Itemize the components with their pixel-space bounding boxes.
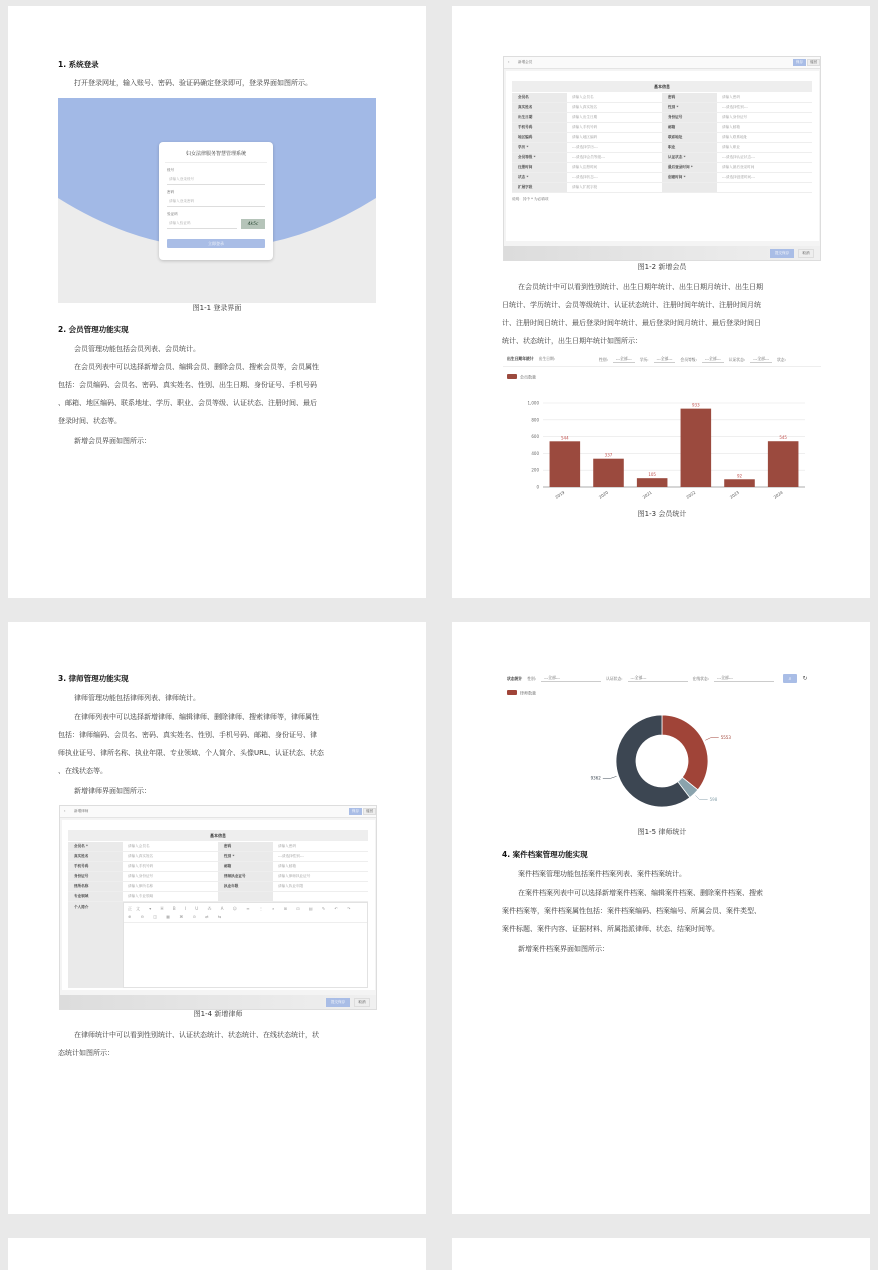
figure-caption: 图1-2 新增会员 — [637, 263, 687, 271]
field-input[interactable]: 请输入注册时间 — [572, 165, 598, 169]
gender-select[interactable]: ---全部--- — [613, 356, 635, 363]
form-row — [512, 113, 812, 123]
cancel-button[interactable]: 取消 — [798, 249, 814, 258]
y-tick-label: 600 — [531, 434, 539, 440]
chart-filter-sub: 出生日期: — [538, 356, 556, 361]
auth-select[interactable]: ---全部--- — [628, 675, 688, 682]
filter-label: 会员等级: — [680, 356, 697, 362]
field-input[interactable]: 请输入真实姓名 — [572, 105, 598, 109]
x-tick-label: 2024 — [772, 489, 784, 500]
search-button[interactable] — [783, 674, 797, 683]
field-label: 性别 * — [662, 103, 717, 112]
field-input[interactable]: ---请选择创建时间--- — [722, 175, 755, 179]
field-label: 身份证号 — [662, 113, 717, 122]
field-input[interactable]: 请输入会员名 — [128, 844, 150, 848]
filter-label: 学历: — [639, 356, 649, 362]
field-label: 邮箱 — [218, 862, 273, 871]
field-input[interactable]: 请输入专业领域 — [128, 894, 154, 898]
bar — [724, 479, 755, 487]
add-lawyer-screenshot — [59, 805, 377, 1010]
captcha-image[interactable]: 4k5c — [241, 219, 265, 229]
bar-chart — [503, 368, 821, 504]
document-page-2 — [452, 6, 870, 598]
chart-filters — [599, 356, 786, 363]
login-screenshot — [58, 98, 376, 303]
form-row — [68, 872, 368, 882]
document-page-1 — [8, 6, 426, 598]
form-row — [512, 143, 812, 153]
field-label: 会员名 — [512, 93, 567, 102]
field-input[interactable]: 请输入密码 — [278, 844, 296, 848]
donut-chart — [503, 686, 821, 826]
figure-caption: 图1-4 新增律师 — [193, 1010, 243, 1018]
username-label: 账号 — [167, 168, 175, 172]
field-label: 真实姓名 — [512, 103, 567, 112]
captcha-label: 验证码 — [167, 212, 178, 216]
paragraph-line: 案件标题、案件内容、证据材料、所属指派律师、状态、结案时间等。 — [502, 925, 719, 933]
field-input[interactable]: ---请选择会员等级--- — [572, 155, 605, 159]
slice-label: 5553 — [720, 735, 731, 741]
paragraph-line: 、在线状态等。 — [58, 767, 107, 775]
auth-select[interactable]: ---全部--- — [750, 356, 772, 363]
cancel-button[interactable]: 取消 — [354, 998, 370, 1007]
bar — [681, 409, 712, 487]
field-input[interactable]: 请输入地区编码 — [572, 135, 598, 139]
label-leader — [705, 738, 718, 741]
data-label: 92 — [736, 473, 743, 479]
form-row — [512, 163, 812, 173]
username-input[interactable]: 请输入登录账号 — [167, 175, 265, 185]
screen-title: 新增律师 — [74, 809, 89, 813]
chart-filter-title: 出生日期年统计 — [507, 356, 534, 361]
back-icon[interactable]: ‹ — [64, 809, 66, 813]
form-note: 说明：其中 * 为必填项 — [512, 197, 549, 201]
paragraph-line: 在会员统计中可以看到性别统计、出生日期年统计、出生日期月统计、出生日期 — [518, 283, 763, 291]
paragraph: 新增案件档案界面如图所示： — [518, 945, 609, 953]
legend-swatch — [507, 374, 517, 379]
data-label: 105 — [648, 472, 656, 478]
form-row — [512, 103, 812, 113]
filter-label: 性别: — [527, 675, 537, 681]
data-label: 933 — [692, 402, 700, 408]
field-input[interactable]: ---请选择学历--- — [572, 145, 598, 149]
form-row — [68, 892, 368, 902]
field-input[interactable]: 请输入联系地址 — [722, 135, 748, 139]
bio-label: 个人简介 — [68, 902, 123, 988]
password-input[interactable]: 请输入登录密码 — [167, 197, 265, 207]
x-tick-label: 2021 — [641, 489, 653, 500]
lawyer-form — [68, 842, 368, 902]
member-stats-screenshot — [503, 354, 821, 504]
x-tick-label: 2019 — [554, 489, 566, 500]
document-page-6 — [452, 1238, 870, 1270]
figure-caption: 图1-5 律师统计 — [637, 828, 687, 836]
field-label: 执业年限 — [218, 882, 273, 891]
field-input[interactable]: 请输入邮箱 — [722, 125, 740, 129]
document-page-4 — [452, 622, 870, 1214]
bar — [768, 441, 799, 487]
bio-editor — [68, 902, 368, 988]
field-input[interactable]: 请输入最后登录时间 — [722, 165, 755, 169]
paragraph-line: 包括：会员编码、会员名、密码、真实姓名、性别、出生日期、身份证号、手机号码 — [58, 381, 317, 389]
submit-save-button[interactable]: 提交保存 — [770, 249, 794, 258]
field-label: 专业领域 — [68, 892, 123, 901]
paragraph: 律师管理功能包括律师列表、律师统计。 — [74, 694, 200, 702]
field-label: 身份证号 — [68, 872, 123, 881]
field-label: 创建时间 * — [662, 173, 717, 182]
field-label: 手机号码 — [512, 123, 567, 132]
field-input[interactable]: 请输入真实姓名 — [128, 854, 154, 858]
pie-filter-title: 状态统计 — [507, 675, 523, 681]
filter-label: 认证状态: — [728, 356, 746, 362]
form-row — [512, 153, 812, 163]
field-label: 密码 — [662, 93, 717, 102]
form-row — [68, 862, 368, 872]
search-icon: ⌕ — [788, 675, 792, 682]
back-icon[interactable]: ‹ — [508, 60, 510, 64]
bar — [637, 478, 668, 487]
screen-title: 新增会员 — [518, 60, 533, 64]
field-label: 律师执业证号 — [218, 872, 273, 881]
field-input[interactable]: 请输入手机号码 — [572, 125, 598, 129]
pie-filter-bar — [507, 675, 774, 682]
field-label: 性别 * — [218, 852, 273, 861]
paragraph-line: 师执业证号、律所名称、执业年限、专业领域、个人简介、头像URL、认证状态、状态 — [58, 749, 324, 757]
field-label: 职业 — [662, 143, 717, 152]
field-input[interactable]: 请输入律师执业证号 — [278, 874, 311, 878]
field-input[interactable]: 请输入密码 — [722, 95, 740, 99]
slice-label: 598 — [709, 797, 718, 803]
donut-slice — [662, 715, 708, 790]
field-input[interactable]: 请输入扩展字段 — [572, 185, 598, 189]
refresh-icon: ↻ — [802, 675, 808, 682]
field-label: 密码 — [218, 842, 273, 851]
paragraph-line: 统计、状态统计，出生日期年统计如图所示： — [502, 337, 642, 345]
filter-label: 在线状态: — [692, 675, 709, 681]
paragraph-line: 在律师统计中可以看到性别统计、认证状态统计、状态统计、在线状态统计，状 — [74, 1031, 319, 1039]
login-title: 妇女法律服务智慧管理系统 — [185, 151, 246, 157]
section-heading: 2. 会员管理功能实现 — [58, 325, 129, 334]
label-leader — [695, 795, 707, 799]
section-heading: 3. 律师管理功能实现 — [58, 674, 129, 683]
form-row — [68, 852, 368, 862]
field-input[interactable]: 请输入手机号码 — [128, 864, 154, 868]
legend-label: 会员数量 — [520, 374, 536, 380]
field-label: 会员名 * — [68, 842, 123, 851]
figure-caption: 图1-1 登录界面 — [192, 304, 242, 312]
legend-label: 律师数量 — [520, 690, 536, 696]
field-label: 扩展字段 — [512, 183, 567, 192]
field-label: 学历 * — [512, 143, 567, 152]
field-input[interactable]: 请输入职业 — [722, 145, 740, 149]
form-row — [68, 882, 368, 892]
paragraph-line: 计、注册时间日统计、最后登录时间年统计、最后登录时间月统计、最后登录时间日 — [502, 319, 761, 327]
rich-text-editor[interactable] — [123, 902, 368, 988]
paragraph: 案件档案管理功能包括案件档案列表、案件档案统计。 — [518, 870, 686, 878]
filter-label: 性别: — [599, 356, 608, 362]
data-label: 544 — [561, 435, 569, 441]
field-label: 注册时间 — [512, 163, 567, 172]
field-label — [218, 892, 273, 901]
return-button[interactable]: 返回 — [807, 59, 820, 66]
editor-toolbar[interactable]: 正文 ▾ H B I U ⁂ A ☺ ≡ ⋮ ⌕ ⊞ ⊡ ▤ ✎ ↶ ↷ ⊕ ⊖ ◫ ▦ ⌘ ⊙ ⇄ ⇆ — [124, 903, 367, 923]
y-tick-label: 0 — [536, 484, 539, 490]
field-label: 出生日期 — [512, 113, 567, 122]
paragraph: 打开登录网址，输入账号、密码、验证码确定登录即可，登录界面如图所示。 — [74, 79, 312, 87]
x-tick-label: 2020 — [597, 489, 610, 500]
document-page-5 — [8, 1238, 426, 1270]
legend-swatch — [507, 690, 517, 695]
form-title: 基本信息 — [512, 81, 812, 92]
form-row — [512, 123, 812, 133]
login-submit-button[interactable]: 立即登录 — [167, 239, 265, 248]
paragraph: 新增律师界面如图所示： — [74, 787, 151, 795]
filter-label: 状态: — [777, 356, 786, 362]
field-input[interactable]: ---请选择认证状态--- — [722, 155, 755, 159]
add-member-screenshot — [503, 56, 821, 261]
field-input[interactable]: ---请选择性别--- — [278, 854, 304, 858]
form-title: 基本信息 — [68, 830, 368, 841]
field-label: 会员等级 * — [512, 153, 567, 162]
section-heading: 4. 案件档案管理功能实现 — [502, 850, 588, 859]
refresh-button[interactable] — [800, 674, 810, 683]
document-page-3 — [8, 622, 426, 1214]
paragraph-line: 包括：律师编码、会员名、密码、真实姓名、性别、手机号码、邮箱、身份证号、律 — [58, 731, 317, 739]
field-input[interactable]: ---请选择性别--- — [722, 105, 748, 109]
chart-filter-bar — [507, 356, 555, 362]
field-input[interactable]: 请输入身份证号 — [128, 874, 154, 878]
login-card — [159, 142, 273, 260]
field-label: 手机号码 — [68, 862, 123, 871]
gender-select[interactable]: ---全部--- — [541, 675, 601, 682]
form-row — [512, 173, 812, 183]
paragraph-line: 案件档案等，案件档案属性包括：案件档案编码、档案编号、所属会员、案件类型、 — [502, 907, 761, 915]
field-label: 最后登录时间 * — [662, 163, 717, 172]
bar — [550, 441, 581, 487]
field-label: 律所名称 — [68, 882, 123, 891]
field-input[interactable]: 请输入身份证号 — [722, 115, 748, 119]
education-select[interactable]: ---全部--- — [654, 356, 676, 363]
level-select[interactable]: ---全部--- — [702, 356, 724, 363]
slice-label: 9362 — [590, 775, 601, 781]
paragraph-line: 登录时间、状态等。 — [58, 417, 121, 425]
y-tick-label: 800 — [531, 417, 539, 423]
paragraph-line: 态统计如图所示： — [58, 1049, 114, 1057]
save-button[interactable]: 保存 — [793, 59, 806, 66]
field-label — [662, 183, 717, 192]
data-label: 337 — [604, 452, 613, 458]
x-tick-label: 2023 — [728, 489, 741, 500]
member-form — [512, 93, 812, 193]
form-row — [68, 842, 368, 852]
paragraph-line: 日统计、学历统计、会员等级统计、认证状态统计、注册时间年统计、注册时间月统 — [502, 301, 761, 309]
field-label: 邮箱 — [662, 123, 717, 132]
bar — [593, 459, 624, 487]
figure-caption: 图1-3 会员统计 — [637, 510, 687, 518]
field-label: 状态 * — [512, 173, 567, 182]
form-row — [512, 133, 812, 143]
field-input[interactable]: 请输入执业年限 — [278, 884, 304, 888]
y-tick-label: 1,000 — [527, 400, 539, 406]
return-button[interactable]: 返回 — [363, 808, 376, 815]
lawyer-stats-screenshot — [503, 672, 821, 827]
paragraph: 新增会员界面如图所示： — [74, 437, 151, 445]
paragraph-line: 在案件档案列表中可以选择新增案件档案、编辑案件档案、删除案件档案、搜索 — [518, 889, 763, 897]
data-label: 545 — [779, 435, 787, 441]
paragraph-line: 在律师列表中可以选择新增律师、编辑律师、删除律师、搜索律师等，律师属性 — [74, 713, 319, 721]
field-input[interactable]: 请输入出生日期 — [572, 115, 598, 119]
x-tick-label: 2022 — [685, 489, 697, 500]
password-label: 密码 — [167, 190, 175, 194]
form-row — [512, 93, 812, 103]
field-label: 真实姓名 — [68, 852, 123, 861]
field-label: 地区编码 — [512, 133, 567, 142]
field-label: 认证状态 * — [662, 153, 717, 162]
label-leader — [603, 776, 617, 778]
submit-save-button[interactable]: 提交保存 — [326, 998, 350, 1007]
field-input[interactable]: 请输入会员名 — [572, 95, 594, 99]
y-tick-label: 200 — [531, 467, 539, 473]
field-input[interactable]: 请输入律所名称 — [128, 884, 154, 888]
paragraph-line: 在会员列表中可以选择新增会员、编辑会员、删除会员、搜索会员等，会员属性 — [74, 363, 319, 371]
paragraph: 会员管理功能包括会员列表、会员统计。 — [74, 345, 200, 353]
y-tick-label: 400 — [531, 450, 539, 456]
section-heading: 1. 系统登录 — [58, 60, 99, 69]
filter-label: 认证状态: — [606, 675, 623, 681]
save-button[interactable]: 保存 — [349, 808, 362, 815]
captcha-input[interactable]: 请输入验证码 — [167, 219, 237, 229]
field-input[interactable]: ---请选择状态--- — [572, 175, 598, 179]
field-input[interactable]: 请输入邮箱 — [278, 864, 296, 868]
field-label: 联系地址 — [662, 133, 717, 142]
form-row — [512, 183, 812, 193]
online-select[interactable]: ---全部--- — [714, 675, 774, 682]
paragraph-line: 、邮箱、地区编码、联系地址、学历、职业、会员等级、认证状态、注册时间、最后 — [58, 399, 317, 407]
